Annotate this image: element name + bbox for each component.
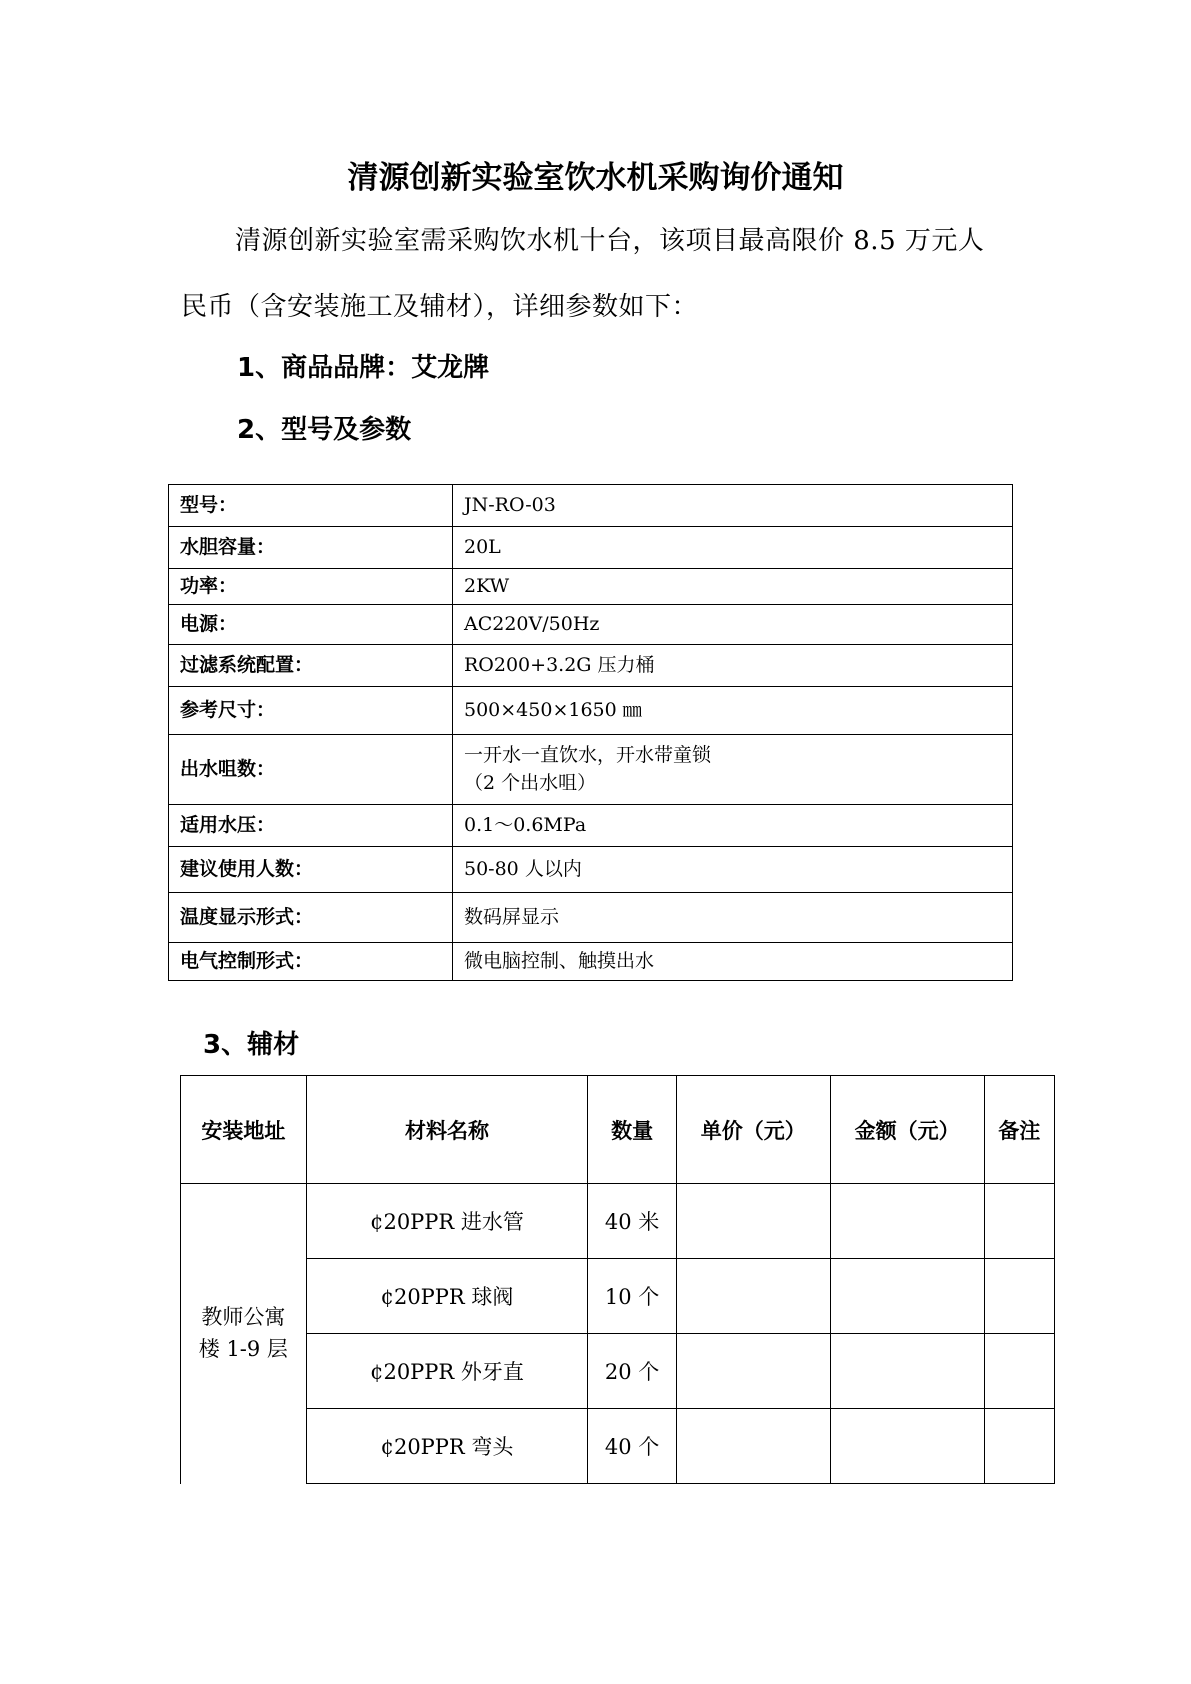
material-unit-price: [676, 1184, 830, 1259]
spec-label: 水胆容量：: [169, 527, 453, 569]
spec-value: JN-RO-03: [453, 485, 1013, 527]
spec-value: 微电脑控制、触摸出水: [453, 943, 1013, 981]
spec-value: 0.1～0.6MPa: [453, 805, 1013, 847]
location-line2: 楼 1-9 层: [198, 1336, 288, 1361]
spec-label: 建议使用人数：: [169, 847, 453, 893]
spec-value: AC220V/50Hz: [453, 605, 1013, 645]
spec-label: 参考尺寸：: [169, 687, 453, 735]
header-install-address: 安装地址: [181, 1076, 307, 1184]
material-unit-price: [676, 1259, 830, 1334]
spec-value: 数码屏显示: [453, 893, 1013, 943]
spec-label: 过滤系统配置：: [169, 645, 453, 687]
spec-label: 适用水压：: [169, 805, 453, 847]
materials-table: [180, 1075, 1055, 1484]
material-amount: [830, 1184, 984, 1259]
header-remarks: 备注: [984, 1076, 1054, 1184]
table-row: [181, 1409, 1055, 1484]
header-quantity: 数量: [588, 1076, 677, 1184]
material-unit-price: [676, 1409, 830, 1484]
spec-row: [169, 805, 1013, 847]
material-amount: [830, 1259, 984, 1334]
material-unit-price: [676, 1334, 830, 1409]
material-name: ¢20PPR 弯头: [306, 1409, 588, 1484]
header-material-name: 材料名称: [306, 1076, 588, 1184]
location-line1: 教师公寓: [201, 1305, 286, 1330]
material-note: [984, 1334, 1054, 1409]
material-name: ¢20PPR 进水管: [306, 1184, 588, 1259]
spec-row: [169, 735, 1013, 805]
spec-label: 出水咀数：: [169, 735, 453, 805]
spec-label: 功率：: [169, 569, 453, 605]
spec-row: [169, 943, 1013, 981]
spec-row: [169, 645, 1013, 687]
document-title: 清源创新实验室饮水机采购询价通知: [347, 160, 844, 196]
material-name: ¢20PPR 外牙直: [306, 1334, 588, 1409]
spec-value: 2KW: [453, 569, 1013, 605]
spec-row: [169, 605, 1013, 645]
material-qty: 40 米: [588, 1184, 677, 1259]
material-qty: 40 个: [588, 1409, 677, 1484]
spec-value: 500×450×1650 ㎜: [453, 687, 1013, 735]
spec-label: 电源：: [169, 605, 453, 645]
spec-row: [169, 485, 1013, 527]
spec-value: [453, 735, 1013, 805]
section-materials-heading: 3、辅材: [203, 1030, 300, 1060]
table-row: [181, 1334, 1055, 1409]
spec-row: [169, 847, 1013, 893]
intro-paragraph-line1: 清源创新实验室需采购饮水机十台，该项目最高限价 8.5 万元人: [235, 226, 985, 256]
header-amount: 金额（元）: [830, 1076, 984, 1184]
spec-value-line1: 一开水一直饮水，开水带童锁: [464, 743, 712, 766]
material-qty: 20 个: [588, 1334, 677, 1409]
intro-paragraph-line2: 民币（含安装施工及辅材），详细参数如下：: [181, 292, 699, 322]
spec-table: [168, 484, 1013, 981]
spec-row: [169, 569, 1013, 605]
spec-row: [169, 687, 1013, 735]
material-amount: [830, 1409, 984, 1484]
table-row: [181, 1184, 1055, 1259]
material-note: [984, 1259, 1054, 1334]
header-unit-price: 单价（元）: [676, 1076, 830, 1184]
spec-label: 电气控制形式：: [169, 943, 453, 981]
spec-row: [169, 893, 1013, 943]
spec-value-line2: （2 个出水咀）: [464, 771, 597, 794]
material-note: [984, 1409, 1054, 1484]
material-name: ¢20PPR 球阀: [306, 1259, 588, 1334]
material-qty: 10 个: [588, 1259, 677, 1334]
section-brand-heading: 1、商品品牌：艾龙牌: [237, 353, 490, 383]
materials-header-row: [181, 1076, 1055, 1184]
install-location-cell: [181, 1184, 307, 1484]
spec-value: 20L: [453, 527, 1013, 569]
spec-value: RO200+3.2G 压力桶: [453, 645, 1013, 687]
table-row: [181, 1259, 1055, 1334]
section-model-heading: 2、型号及参数: [237, 415, 412, 445]
material-amount: [830, 1334, 984, 1409]
spec-label: 型号：: [169, 485, 453, 527]
material-note: [984, 1184, 1054, 1259]
spec-value: 50-80 人以内: [453, 847, 1013, 893]
spec-label: 温度显示形式：: [169, 893, 453, 943]
spec-row: [169, 527, 1013, 569]
